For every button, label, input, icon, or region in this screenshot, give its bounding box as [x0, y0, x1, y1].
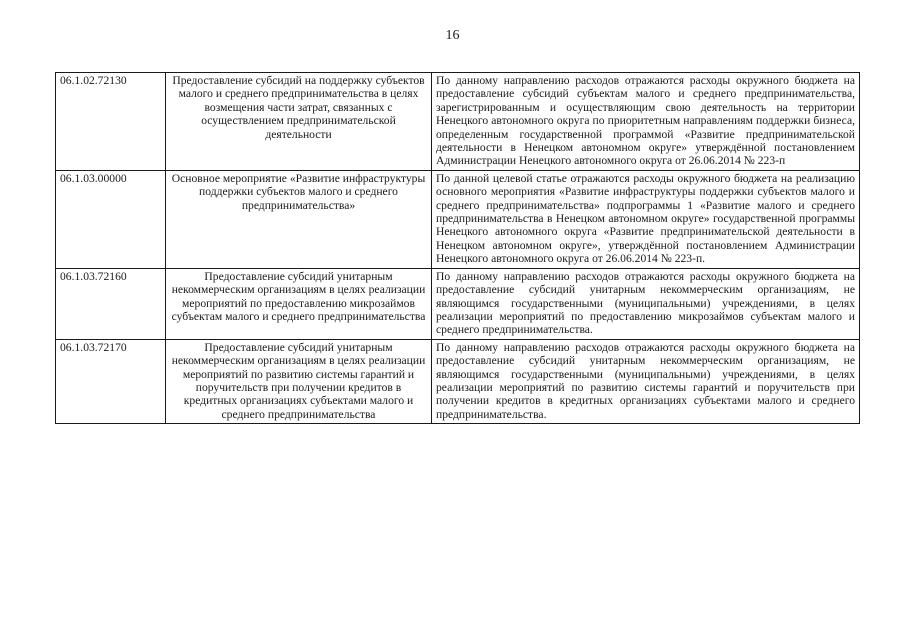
- expense-description-cell: По данному направлению расходов отражаются расходы окружного бюджета на предоставление субсидий унитарным некоммерческим организациям, не являющимся государственными (муниципальными) учреждениями, в целях реализации мероприятий по развитию системы гарантий и поручительств при получении кредитов в кредитных организациях субъектами малого и среднего предпринимательства.: [432, 339, 860, 423]
- target-code-cell: 06.1.03.72170: [56, 339, 166, 423]
- table-row: [56, 339, 860, 423]
- expense-description-cell: По данной целевой статье отражаются расходы окружного бюджета на реализацию основного мероприятия «Развитие инфраструктуры поддержки субъектов малого и среднего предпринимательства» подпрограммы 1 «Развитие малого и среднего предпринимательства в Ненецком автономном округе» государственной программы Ненецкого автономного округа «Развитие предпринимательской деятельности в Ненецком автономном округе», утверждённой постановлением Администрации Ненецкого автономного округа от 26.06.2014 № 223-п.: [432, 170, 860, 268]
- expense-name-cell: Предоставление субсидий на поддержку субъектов малого и среднего предпринимательства в целях возмещения части затрат, связанных с осуществлением предпринимательской деятельности: [166, 73, 432, 171]
- target-code-cell: 06.1.03.72160: [56, 268, 166, 339]
- expense-name-cell: Предоставление субсидий унитарным некоммерческим организациям в целях реализации мероприятий по предоставлению микрозаймов субъектам малого и среднего предпринимательства: [166, 268, 432, 339]
- budget-classification-table: [55, 72, 860, 424]
- expense-name-cell: Предоставление субсидий унитарным некоммерческим организациям в целях реализации мероприятий по развитию системы гарантий и поручительств при получении кредитов в кредитных организациях субъектами малого и среднего предпринимательства: [166, 339, 432, 423]
- table-row: [56, 268, 860, 339]
- table-row: [56, 170, 860, 268]
- expense-description-cell: По данному направлению расходов отражаются расходы окружного бюджета на предоставление субсидий субъектам малого и среднего предпринимательства, зарегистрированным и осуществляющим свою деятельность на территории Ненецкого автономного округа по приоритетным направлениям поддержки бизнеса, определенным государственной программой «Развитие предпринимательской деятельности в Ненецком автономном округе» утверждённой постановлением Администрации Ненецкого автономного округа от 26.06.2014 № 223-п: [432, 73, 860, 171]
- target-code-cell: 06.1.03.00000: [56, 170, 166, 268]
- expense-description-cell: По данному направлению расходов отражаются расходы окружного бюджета на предоставление субсидий унитарным некоммерческим организациям, не являющимся государственными (муниципальными) учреждениями, в целях реализации мероприятий по предоставлению микрозаймов субъектам малого и среднего предпринимательства.: [432, 268, 860, 339]
- expense-name-cell: Основное мероприятие «Развитие инфраструктуры поддержки субъектов малого и среднего предпринимательства»: [166, 170, 432, 268]
- target-code-cell: 06.1.02.72130: [56, 73, 166, 171]
- page-number: 16: [445, 28, 460, 43]
- table-row: [56, 73, 860, 171]
